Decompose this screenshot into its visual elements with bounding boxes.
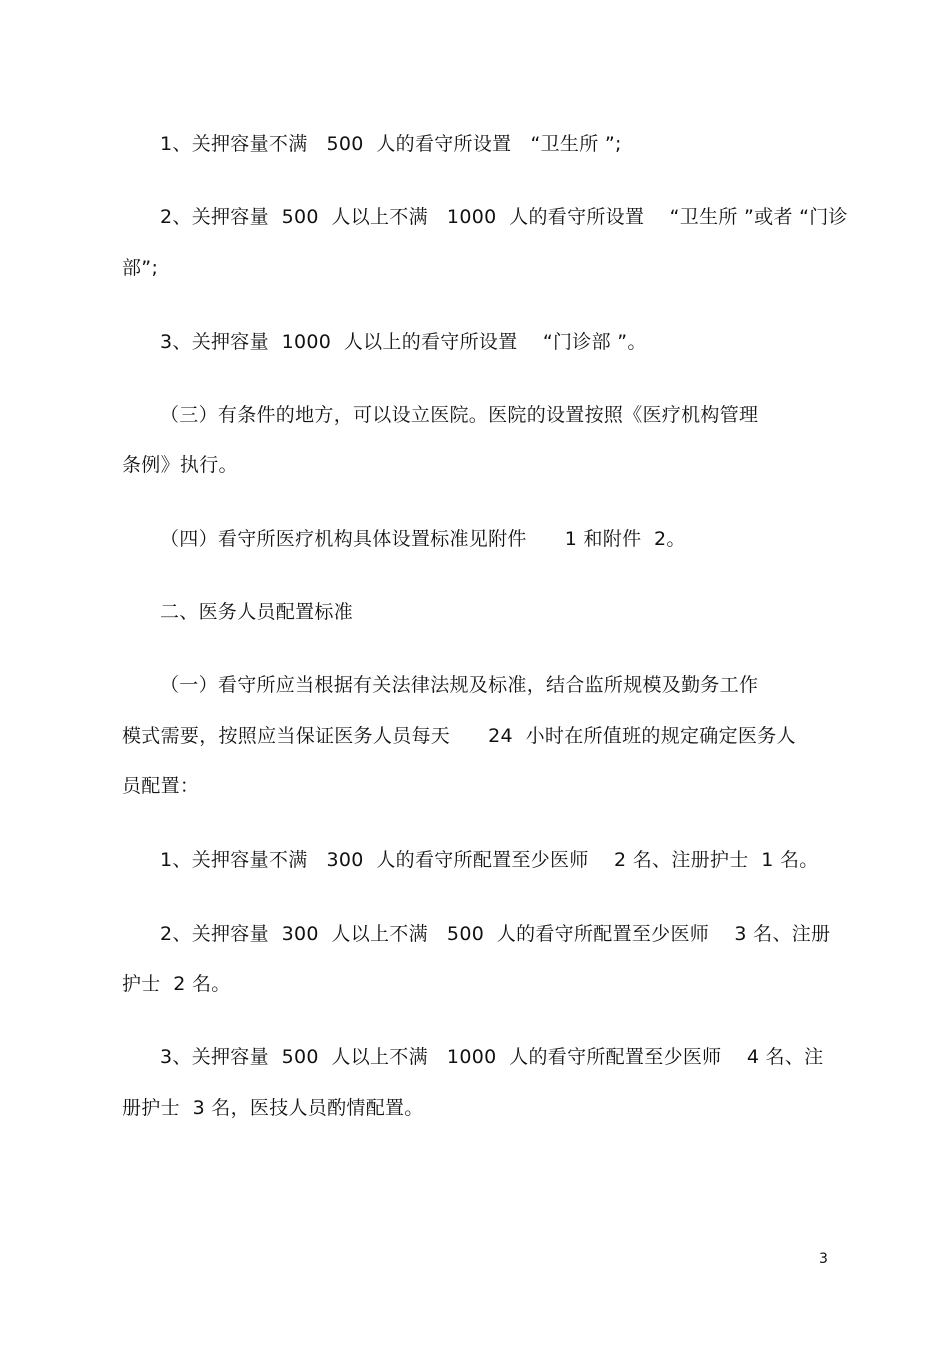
- text-line: 模式需要，按照应当保证医务人员每天 24 小时在所值班的规定确定医务人: [122, 725, 796, 747]
- text-line: 条例》执行。: [122, 454, 238, 476]
- text-line: 1、关押容量不满 500 人的看守所设置 “卫生所 ”;: [160, 133, 622, 155]
- text-line: （一）看守所应当根据有关法律法规及标准，结合监所规模及勤务工作: [160, 674, 759, 696]
- text-line: 2、关押容量 300 人以上不满 500 人的看守所配置至少医师 3 名、注册: [160, 923, 831, 945]
- text-line: 3、关押容量 500 人以上不满 1000 人的看守所配置至少医师 4 名、注: [160, 1046, 824, 1068]
- text-line: 员配置：: [122, 775, 200, 797]
- text-line: （三）有条件的地方，可以设立医院。医院的设置按照《医疗机构管理: [160, 404, 759, 426]
- text-line: 册护士 3 名，医技人员酌情配置。: [122, 1097, 424, 1119]
- page-number: 3: [819, 1251, 828, 1267]
- text-line: （四）看守所医疗机构具体设置标准见附件 1 和附件 2。: [160, 528, 686, 550]
- text-line: 部”;: [122, 257, 159, 279]
- text-line: 1、关押容量不满 300 人的看守所配置至少医师 2 名、注册护士 1 名。: [160, 849, 819, 871]
- section-heading: 二、医务人员配置标准: [160, 601, 354, 623]
- text-line: 3、关押容量 1000 人以上的看守所设置 “门诊部 ”。: [160, 331, 647, 353]
- text-line: 2、关押容量 500 人以上不满 1000 人的看守所设置 “卫生所 ”或者 “门诊: [160, 206, 848, 228]
- text-line: 护士 2 名。: [122, 973, 231, 995]
